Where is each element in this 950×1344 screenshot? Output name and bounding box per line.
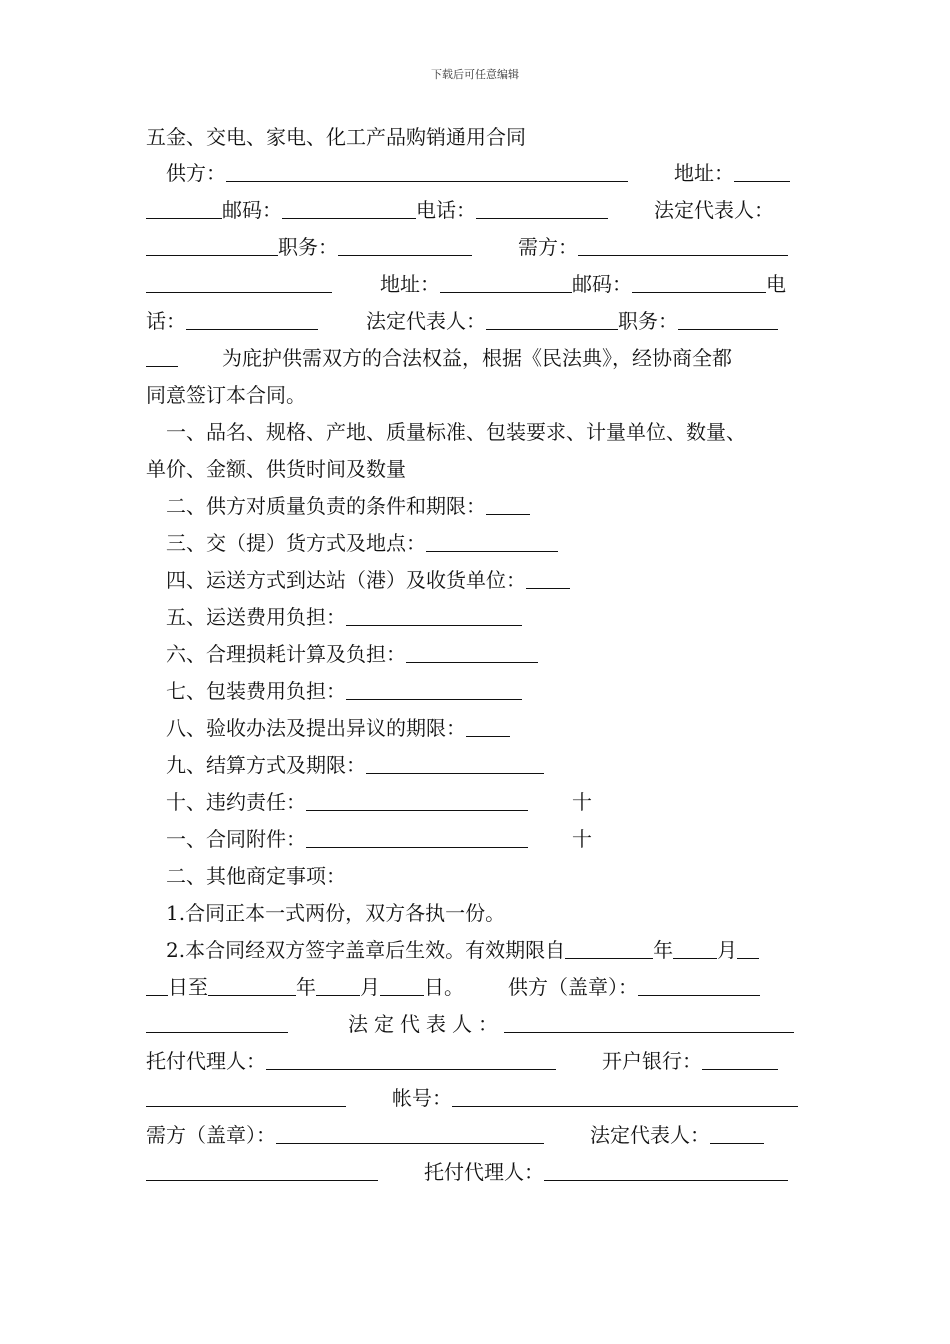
buyer-position-blank [678,310,778,330]
signature-line-4 [146,1122,808,1148]
legal-rep-label: 法定代表人： [348,1012,504,1036]
clause-7 [146,678,808,704]
supplier-seal-label: 供方（盖章）： [508,975,638,999]
account-label: 帐号： [392,1086,452,1110]
buyer-legal-rep-label: 法定代表人： [366,309,486,333]
clause-10 [146,789,808,815]
clause-1-line-1 [146,419,808,445]
signature-line-1 [146,1011,808,1037]
buyer-agent-label: 托付代理人： [424,1160,544,1184]
supplier-phone-label: 电话： [416,198,476,222]
clause-3-label: 三、交（提）货方式及地点： [166,531,426,555]
supplier-position-label: 职务： [278,235,338,259]
buyer-seal-label: 需方（盖章）： [146,1123,276,1147]
end-day-label: 日。 [424,975,464,999]
signature-line-5 [146,1159,808,1185]
item-2-line-2 [146,974,808,1000]
supplier-address-blank-cont [146,199,222,219]
clause-11-tail: 十 [572,827,592,851]
clause-5-label: 五、运送费用负担： [166,605,346,629]
clause-2 [146,493,808,519]
buyer-name-blank [578,236,788,256]
agent-label: 托付代理人： [146,1049,266,1073]
supplier-legal-rep-label: 法定代表人： [654,198,774,222]
clause-3 [146,530,808,556]
buyer-address-blank [440,273,572,293]
clause-12-label: 二、其他商定事项： [166,864,346,888]
buyer-postcode-blank [632,273,766,293]
clause-1-line-2: 单价、金额、供货时间及数量 [146,457,406,481]
supplier-postcode-blank [282,199,416,219]
end-month-blank [316,976,360,996]
start-day-blank [737,939,759,959]
document-title: 五金、交电、家电、化工产品购销通用合同 [146,125,526,149]
clause-9 [146,752,808,778]
clause-11-label: 一、合同附件： [166,827,306,851]
supplier-name-blank [226,162,628,182]
clause-10-blank [306,791,528,811]
supplier-legal-rep-blank [146,236,278,256]
supplier-line-2 [146,197,808,223]
clause-8-label: 八、验收办法及提出异议的期限： [166,716,466,740]
clause-7-label: 七、包装费用负担： [166,679,346,703]
clause-4-label: 四、运送方式到达站（港）及收货单位： [166,568,526,592]
clause-10-label: 十、违约责任： [166,790,306,814]
clause-5-blank [346,606,522,626]
clause-9-label: 九、结算方式及期限： [166,753,366,777]
clause-2-label: 二、供方对质量负责的条件和期限： [166,494,486,518]
clause-6-blank [406,643,538,663]
clause-4 [146,567,808,593]
supplier-address-label: 地址： [674,161,734,185]
item-2-line-1 [146,937,808,963]
signature-line-3 [146,1085,808,1111]
item-1 [146,900,808,926]
supplier-phone-blank [476,199,608,219]
clause-1-part-a: 一、品名、规格、产地、质量标准、包装要求、计量单位、数量、 [166,420,746,444]
supplier-address-blank [734,162,790,182]
supplier-position-blank [338,236,472,256]
buyer-legal-rep-sign-blank [710,1124,764,1144]
clause-7-blank [346,680,522,700]
item-1-text: 1.合同正本一式两份，双方各执一份。 [166,901,506,925]
buyer-position-label: 职务： [618,309,678,333]
buyer-line-2 [146,308,808,334]
clause-8 [146,715,808,741]
buyer-phone-blank [186,310,318,330]
clause-2-blank [486,495,530,515]
end-year-blank [208,976,296,996]
agent-blank [266,1050,556,1070]
day-to-label: 日至 [168,975,208,999]
clause-8-blank [466,717,510,737]
page-header-note: 下载后可任意编辑 [431,68,519,81]
preamble-line-2: 同意签订本合同。 [146,383,306,407]
clause-6-label: 六、合理损耗计算及负担： [166,642,406,666]
supplier-line-1 [146,160,808,186]
start-month-blank [673,939,717,959]
start-year-blank [565,939,653,959]
start-day-blank-cont [146,976,168,996]
month-label: 月 [717,938,738,962]
buyer-legal-rep-sign-blank-cont [146,1161,378,1181]
clause-9-blank [366,754,544,774]
clause-3-blank [426,532,558,552]
legal-rep-blank [504,1013,794,1033]
supplier-postcode-label: 邮码： [222,198,282,222]
buyer-line-1 [146,271,808,297]
bank-label: 开户银行： [602,1049,702,1073]
clause-10-tail: 十 [572,790,592,814]
end-day-blank [380,976,424,996]
supplier-seal-blank-cont [146,1013,288,1033]
buyer-agent-blank [544,1161,788,1181]
preamble-part1: 为庇护供需双方的合法权益，根据《民法典》，经协商全都 [222,346,732,370]
buyer-phone-label-b: 话： [146,309,186,333]
clause-6 [146,641,808,667]
clause-5 [146,604,808,630]
item-2-text: 2.本合同经双方签字盖章后生效。有效期限自 [166,938,566,962]
clause-11 [146,826,808,852]
bank-blank-cont [146,1087,346,1107]
supplier-line-3 [146,234,808,260]
year-label: 年 [653,938,674,962]
buyer-legal-rep-sign-label: 法定代表人： [590,1123,710,1147]
clause-11-blank [306,828,528,848]
signature-line-2 [146,1048,808,1074]
clause-12 [146,863,808,889]
buyer-address-label: 地址： [380,272,440,296]
buyer-phone-label-a: 电 [766,272,786,296]
account-blank [452,1087,798,1107]
buyer-seal-blank [276,1124,544,1144]
buyer-position-blank-cont [146,347,178,367]
end-year-label: 年 [296,975,316,999]
bank-blank [702,1050,778,1070]
preamble-line-1 [146,345,808,371]
end-month-label: 月 [360,975,380,999]
supplier-label: 供方： [166,161,226,185]
buyer-legal-rep-blank [486,310,618,330]
clause-4-blank [526,569,570,589]
buyer-postcode-label: 邮码： [572,272,632,296]
supplier-seal-blank [638,976,760,996]
buyer-name-blank-cont [146,273,332,293]
buyer-label: 需方： [518,235,578,259]
